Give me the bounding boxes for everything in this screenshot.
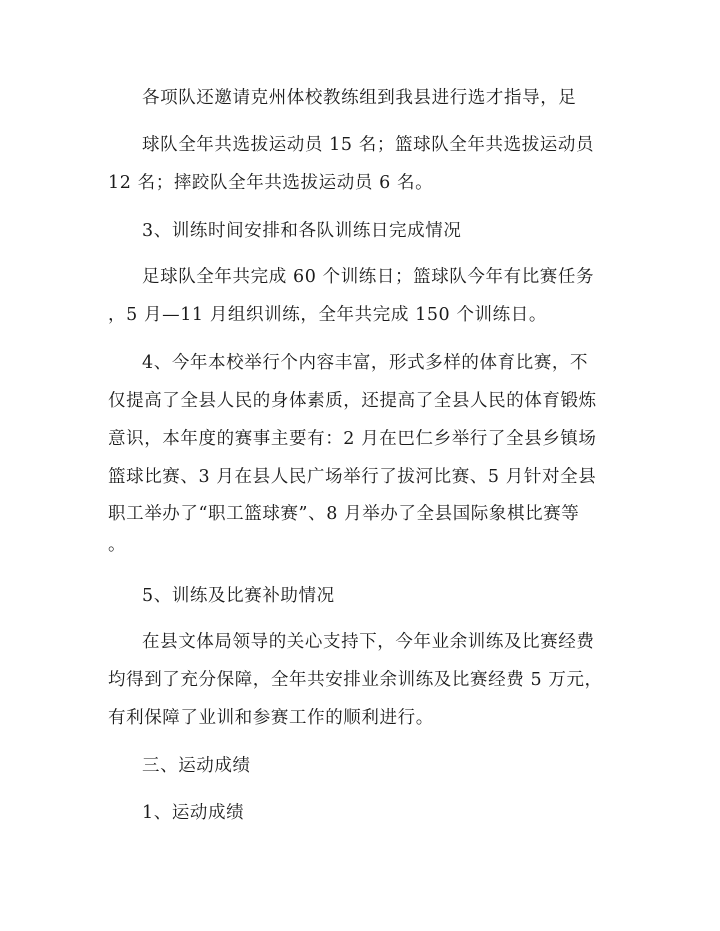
text-line: 足球队全年共完成 60 个训练日；篮球队今年有比赛任务 <box>142 267 595 287</box>
section-heading: 1、运动成绩 <box>142 803 245 823</box>
text-line: 各项队还邀请克州体校教练组到我县进行选才指导，足 <box>142 88 577 108</box>
text-line: 球队全年共选拔运动员 15 名；篮球队全年共选拔运动员 <box>142 135 595 155</box>
text-line: ，5 月—11 月组织训练，全年共完成 150 个训练日。 <box>108 305 547 325</box>
text-line: 在县文体局领导的关心支持下，今年业余训练及比赛经费 <box>142 632 595 652</box>
text-line: 4、今年本校举行个内容丰富，形式多样的体育比赛，不 <box>142 353 589 373</box>
text-line: 12 名；摔跤队全年共选拔运动员 6 名。 <box>108 173 434 193</box>
section-heading: 3、训练时间安排和各队训练日完成情况 <box>142 221 462 241</box>
text-line: 职工举办了“职工篮球赛”、8 月举办了全县国际象棋比赛等 <box>108 504 580 524</box>
section-heading: 三、运动成绩 <box>142 756 251 776</box>
text-line: 仅提高了全县人民的身体素质，还提高了全县人民的体育锻炼 <box>108 391 597 411</box>
text-line: 意识，本年度的赛事主要有：2 月在巴仁乡举行了全县乡镇场 <box>108 429 597 449</box>
text-line: 。 <box>108 535 127 555</box>
text-line: 均得到了充分保障，全年共安排业余训练及比赛经费 5 万元， <box>108 670 603 690</box>
text-line: 篮球比赛、3 月在县人民广场举行了拔河比赛、5 月针对全县 <box>108 467 597 487</box>
section-heading: 5、训练及比赛补助情况 <box>142 586 335 606</box>
text-line: 有利保障了业训和参赛工作的顺利进行。 <box>108 708 434 728</box>
